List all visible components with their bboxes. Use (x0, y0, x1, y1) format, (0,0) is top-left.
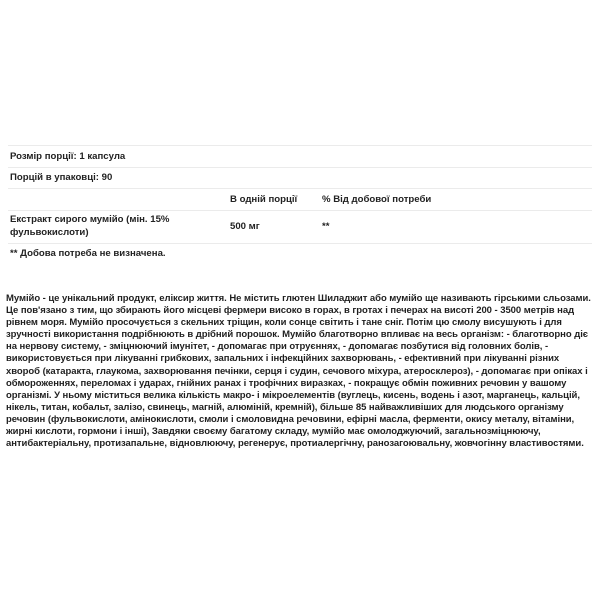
description-line: організмі. У ньому міститься велика кількість макро- і мікроелементів (вуглець, кисень, водень і азот, марганець, кальцій, (6, 389, 580, 401)
description-line: Мумійо - це унікальний продукт, еліксир життя. Не містить глютен Шиладжит або мумійо ще називають гірськими сльозами. (6, 293, 591, 304)
ingredient-daily-value: ** (322, 221, 330, 232)
servings-per-container: Порцій в упаковці: 90 (10, 172, 113, 184)
description-line: антибактеріальну, протизапальне, відновлюючу, регенерує, протиалергічну, ранозагоювальну, жовчогінну властивостями. (6, 438, 584, 450)
serving-size: Розмір порції: 1 капсула (10, 150, 126, 162)
description-line: Це пов'язано з тим, що збирають його місцеві фермери високо в горах, в гротах і печерах на висоті 200 - 3500 метрів над (6, 305, 575, 317)
description-line: речовин (фульвокислоти, амінокислоти, смоли і смоловидна речовини, ефірні масла, ферменти, окису металу, вітаміни, (6, 413, 575, 425)
description-line: рівнем моря. Мумійо просочується з скельних тріщин, коли сонце світить і тане сніг. Потім цю смолу висушують і для (6, 317, 562, 329)
description-line: зручності використання подрібнюють в дрібний порошок. Мумійо благотворно впливає на весь організм: - благотворно діє (6, 329, 588, 341)
ingredient-name (8, 214, 230, 239)
description-line: хвороб (катаракта, глаукома, захворювання печінки, серця і судин, сечового міхура, атеросклероз), - допомагає при опіках і (6, 365, 588, 377)
table-row (8, 210, 592, 244)
ingredient-per-serving: 500 мг (230, 221, 260, 232)
serving-size-row (8, 145, 592, 167)
column-header-daily-value: % Від добової потреби (322, 193, 432, 205)
description-line: використовується при лікуванні грибкових, запальних і інфекційних захворювань, - ефективний при лікуванні різних (6, 353, 560, 365)
daily-value-footnote: ** Добова потреба не визначена. (10, 248, 166, 259)
table-header-row (8, 188, 592, 210)
description-line: жирні кислоти, гормони і інші), Завдяки своєму багатому складу, мумійо має омолоджуючий, загальнозміцнюючу, (6, 426, 541, 438)
servings-per-container-row (8, 167, 592, 189)
description-line: на нервову систему, - зміцнюючий імунітет, - допомагає при отруєннях, - допомагає позбутися від головних болів, - (6, 341, 549, 353)
column-header-per-serving: В одній порції (230, 193, 298, 205)
ingredient-name-line2: фульвокислоти) (10, 226, 89, 238)
supplement-facts-table (8, 145, 592, 244)
description-line: нікель, титан, кобальт, залізо, свинець, магній, алюміній, кремній), більше 85 найважливіших для людського організму (6, 401, 564, 413)
description-line: обмороженнях, переломах і ударах, гнійних ранах і трофічних виразках, - покращує обмін поживних речовин у вашому (6, 377, 567, 389)
ingredient-name-line1: Екстракт сирого мумійо (мін. 15% (10, 214, 170, 225)
product-description (6, 293, 598, 450)
